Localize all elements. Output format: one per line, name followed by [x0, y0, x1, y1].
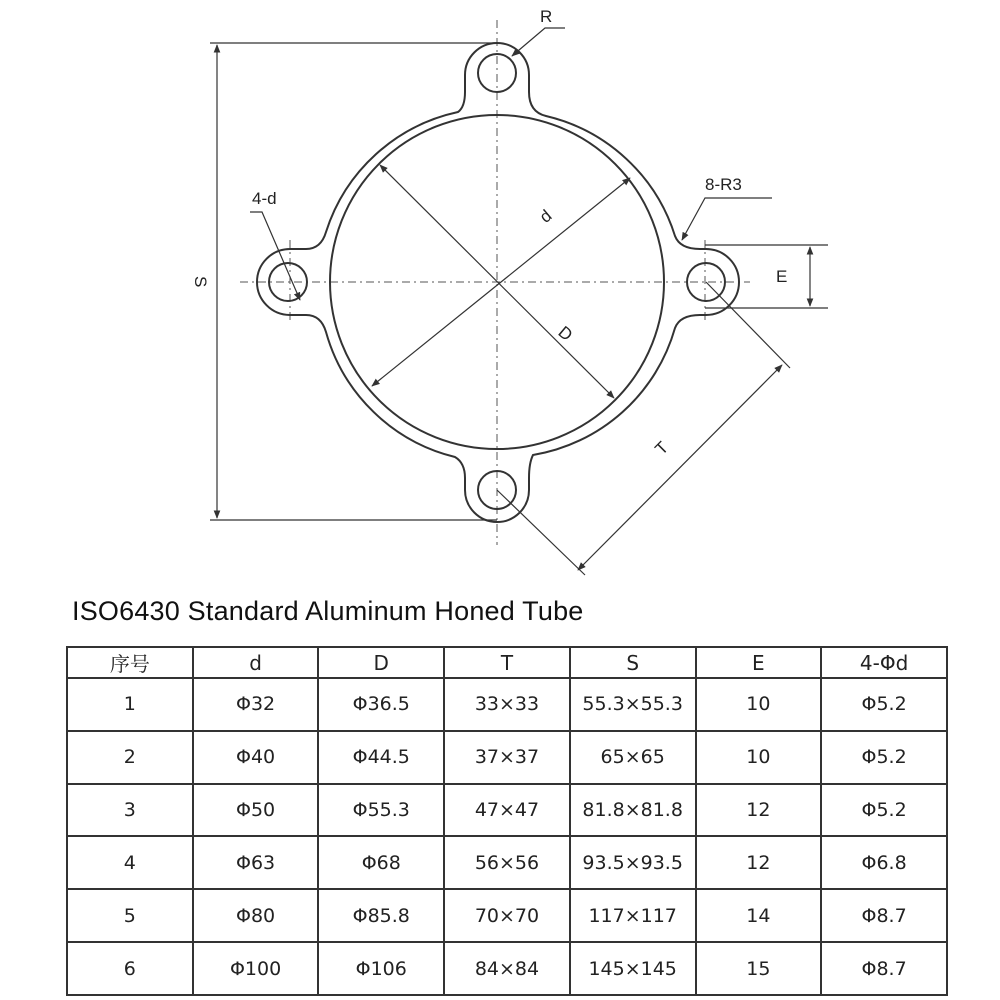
table-cell: Φ106	[318, 942, 444, 995]
table-cell: Φ40	[193, 731, 319, 784]
table-cell: 37×37	[444, 731, 570, 784]
table-cell: 93.5×93.5	[570, 836, 696, 889]
table-cell: 4	[67, 836, 193, 889]
table-cell: 84×84	[444, 942, 570, 995]
table-cell: 117×117	[570, 889, 696, 942]
label-R: R	[540, 7, 553, 26]
table-cell: 14	[696, 889, 822, 942]
table-row	[67, 889, 947, 942]
table-cell: Φ5.2	[821, 678, 947, 731]
header-cell: d	[193, 647, 319, 678]
table-cell: Φ55.3	[318, 784, 444, 837]
table-header-row	[67, 647, 947, 678]
page-title: ISO6430 Standard Aluminum Honed Tube	[72, 596, 584, 626]
header-cell: 4-Φd	[821, 647, 947, 678]
table-cell: Φ5.2	[821, 731, 947, 784]
table-cell: 12	[696, 784, 822, 837]
table-cell: 65×65	[570, 731, 696, 784]
header-cell: 序号	[67, 647, 193, 678]
dim-T-line	[578, 365, 782, 570]
label-D: D	[554, 322, 577, 345]
table-row	[67, 784, 947, 837]
table-cell: Φ100	[193, 942, 319, 995]
table-cell: Φ63	[193, 836, 319, 889]
table-cell: 6	[67, 942, 193, 995]
label-T: T	[651, 437, 673, 459]
table-cell: Φ36.5	[318, 678, 444, 731]
table-cell: Φ8.7	[821, 942, 947, 995]
label-8-R3: 8-R3	[705, 175, 742, 194]
header-cell: E	[696, 647, 822, 678]
table-cell: Φ85.8	[318, 889, 444, 942]
header-cell: S	[570, 647, 696, 678]
table-cell: 55.3×55.3	[570, 678, 696, 731]
table-cell: 10	[696, 731, 822, 784]
table-cell: Φ5.2	[821, 784, 947, 837]
table-cell: Φ32	[193, 678, 319, 731]
table-cell: Φ6.8	[821, 836, 947, 889]
label-4-d: 4-d	[252, 189, 277, 208]
table-row	[67, 678, 947, 731]
center-lines	[240, 20, 750, 545]
spec-table	[66, 646, 948, 996]
table-row	[67, 942, 947, 995]
table-cell: 47×47	[444, 784, 570, 837]
label-S: S	[191, 276, 210, 288]
table-cell: Φ8.7	[821, 889, 947, 942]
table-cell: Φ80	[193, 889, 319, 942]
table-cell: Φ50	[193, 784, 319, 837]
label-E: E	[776, 267, 788, 286]
table-cell: 70×70	[444, 889, 570, 942]
table-cell: 1	[67, 678, 193, 731]
label-d: d	[536, 205, 556, 227]
table-cell: 3	[67, 784, 193, 837]
dim-D-line	[372, 178, 630, 386]
header-cell: T	[444, 647, 570, 678]
table-row	[67, 731, 947, 784]
table-cell: Φ68	[318, 836, 444, 889]
table-cell: 10	[696, 678, 822, 731]
table-cell: 56×56	[444, 836, 570, 889]
table-cell: 145×145	[570, 942, 696, 995]
table-cell: 12	[696, 836, 822, 889]
table-row	[67, 836, 947, 889]
table-cell: 5	[67, 889, 193, 942]
table-cell: Φ44.5	[318, 731, 444, 784]
header-cell: D	[318, 647, 444, 678]
table-cell: 2	[67, 731, 193, 784]
table-cell: 81.8×81.8	[570, 784, 696, 837]
table-cell: 15	[696, 942, 822, 995]
table-cell: 33×33	[444, 678, 570, 731]
